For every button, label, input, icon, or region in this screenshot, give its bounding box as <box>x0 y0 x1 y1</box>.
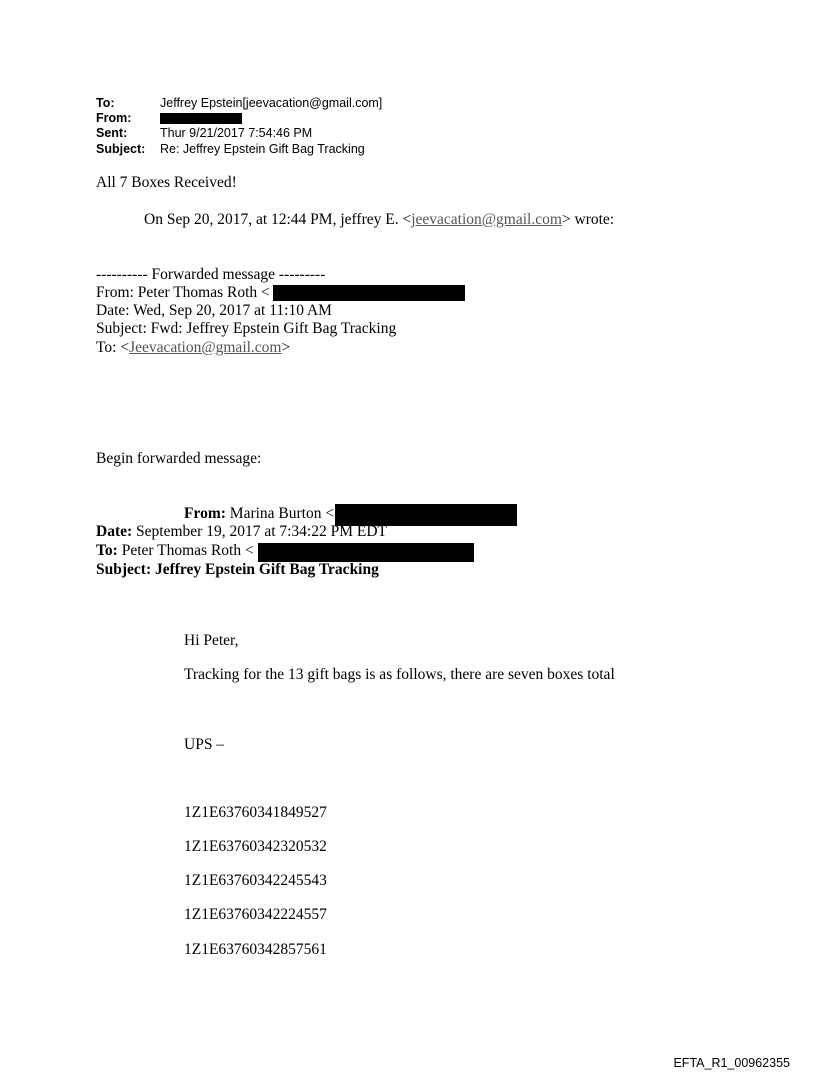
tracking-number: 1Z1E63760342857561 <box>184 941 327 958</box>
fwd2-from-label: From: <box>184 505 226 522</box>
subject-label: Subject: <box>96 142 146 156</box>
tracking-number: 1Z1E63760342224557 <box>184 906 327 923</box>
forward-to <box>96 339 290 357</box>
subject-value: Re: Jeffrey Epstein Gift Bag Tracking <box>160 142 365 156</box>
forward-date: Date: Wed, Sep 20, 2017 at 11:10 AM <box>96 302 332 319</box>
to-value: Jeffrey Epstein[jeevacation@gmail.com] <box>160 96 383 110</box>
sent-label: Sent: <box>96 126 128 140</box>
forward-subject: Subject: Fwd: Jeffrey Epstein Gift Bag Tracking <box>96 320 397 337</box>
forward-separator: ---------- Forwarded message --------- <box>96 266 326 283</box>
redaction-bar <box>160 113 242 124</box>
fwd2-to-value: Peter Thomas Roth < <box>117 542 254 559</box>
fwd2-subject-value: Jeffrey Epstein Gift Bag Tracking <box>151 561 379 578</box>
forward-to-prefix: To: < <box>96 339 130 356</box>
fwd2-subject <box>96 561 379 579</box>
carrier-label: UPS – <box>184 736 225 753</box>
quote-line <box>144 211 614 229</box>
fwd2-date-value: September 19, 2017 at 7:34:22 PM EDT <box>132 523 388 540</box>
fwd2-to <box>96 542 254 560</box>
forward-to-email-link[interactable]: Jeevacation@gmail.com <box>129 339 282 356</box>
sent-value: Thur 9/21/2017 7:54:46 PM <box>160 126 313 140</box>
tracking-number: 1Z1E63760342245543 <box>184 872 327 889</box>
quote-email-link[interactable]: jeevacation@gmail.com <box>411 211 562 228</box>
fwd2-date-label: Date: <box>96 523 133 540</box>
greeting: Hi Peter, <box>184 632 239 649</box>
tracking-number: 1Z1E63760342320532 <box>184 838 327 855</box>
fwd2-to-label: To: <box>96 542 118 559</box>
redaction-bar <box>258 543 474 562</box>
fwd2-date <box>96 523 387 541</box>
tracking-intro: Tracking for the 13 gift bags is as follows, there are seven boxes total <box>184 666 615 683</box>
reply-body: All 7 Boxes Received! <box>96 174 237 191</box>
from-label: From: <box>96 111 132 125</box>
forward-to-suffix: > <box>281 339 291 356</box>
fwd2-from-value: Marina Burton < <box>225 505 335 522</box>
redaction-bar <box>273 285 465 301</box>
quote-suffix: > wrote: <box>561 211 615 228</box>
document-id: EFTA_R1_00962355 <box>673 1056 790 1070</box>
tracking-number: 1Z1E63760341849527 <box>184 804 327 821</box>
to-label: To: <box>96 96 115 110</box>
forward-from-text: From: Peter Thomas Roth < <box>96 284 270 301</box>
fwd2-from <box>184 505 334 523</box>
begin-forwarded: Begin forwarded message: <box>96 450 262 467</box>
quote-prefix: On Sep 20, 2017, at 12:44 PM, jeffrey E. < <box>144 211 412 228</box>
forward-from <box>96 284 270 302</box>
fwd2-subject-label: Subject: <box>96 561 152 578</box>
